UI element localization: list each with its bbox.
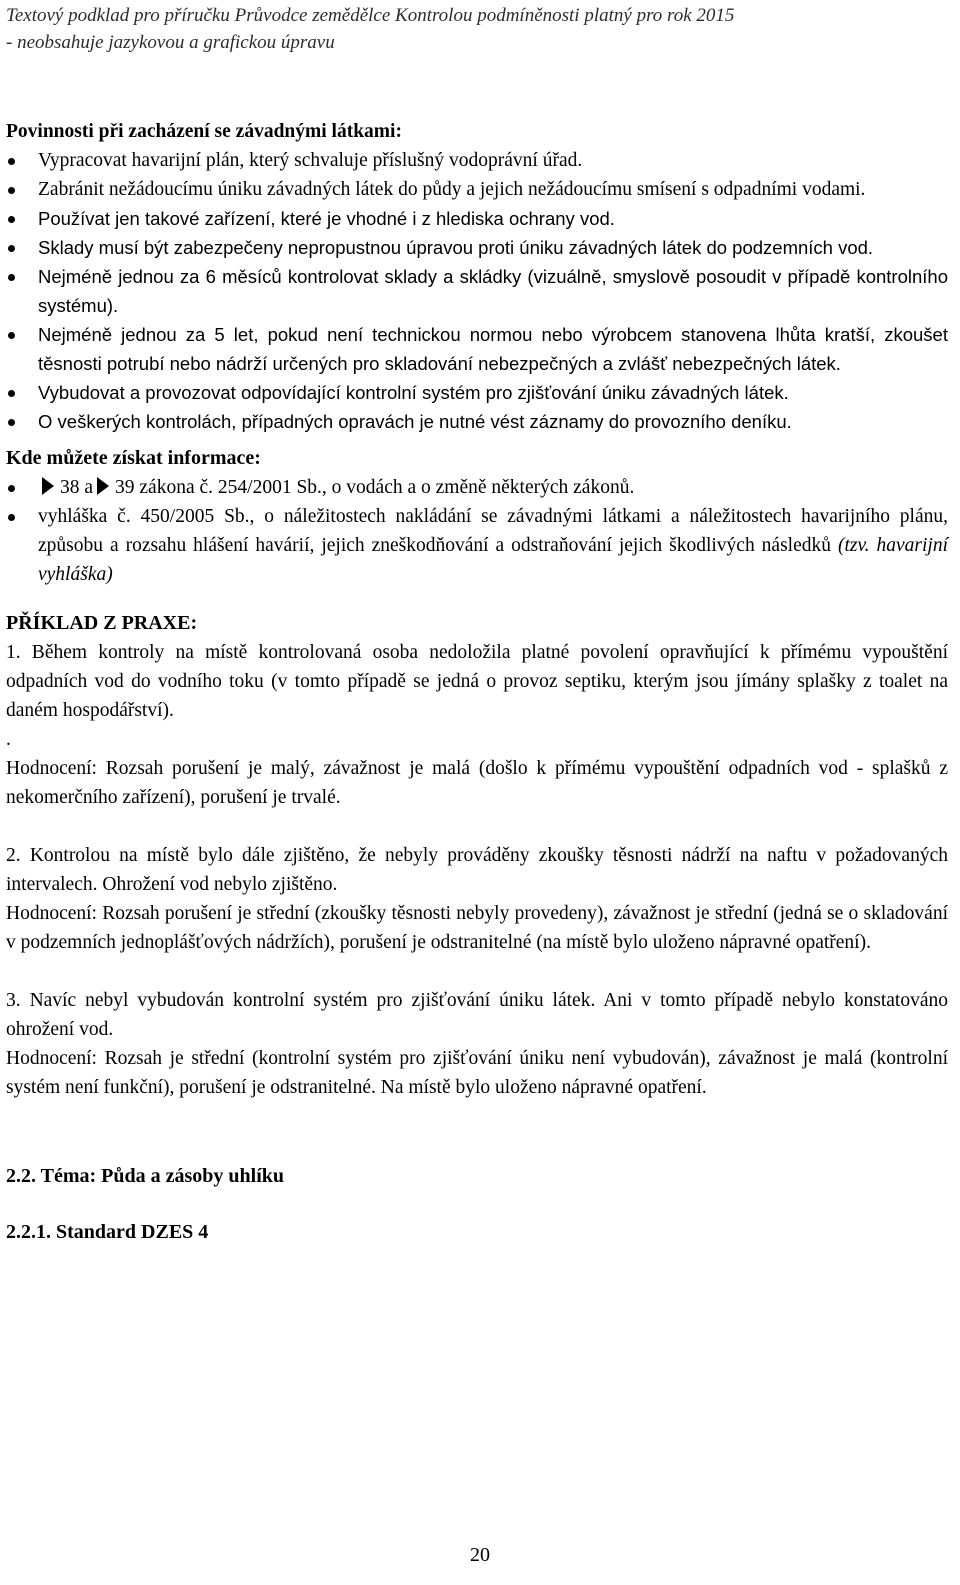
example-evaluation-2: Hodnocení: Rozsah porušení je střední (zkoušky těsnosti nebyly provedeny), závažnost je střední (jedná se o skladování v podzemních jednoplášťových nádržích), porušení je odstranitelné (na místě bylo uloženo nápravné opatření).: [6, 903, 948, 953]
list-item: Nejméně jednou za 5 let, pokud není technickou normou nebo výrobcem stanovena lhůta kratší, zkoušet těsnosti potrubí nebo nádrží určených pro skladování nebezpečných a zvlášť nebezpečných látek.: [6, 320, 948, 378]
bullet-icon: [8, 332, 15, 339]
list-item: Používat jen takové zařízení, které je vhodné i z hlediska ochrany vod.: [6, 204, 948, 233]
info-title: Kde můžete získat informace:: [6, 447, 261, 469]
section-heading-2-2-1: 2.2.1. Standard DZES 4: [6, 1221, 209, 1243]
list-item: vyhláška č. 450/2005 Sb., o náležitostech nakládání se závadnými látkami a náležitostech havarijního plánu, způsobu a rozsahu hlášení havárií, jejich zneškodňování a odstraňování jejich škodlivých následků (tzv. havarijní vyhláška): [6, 502, 948, 589]
duties-title: Povinnosti při zacházení se závadnými látkami:: [6, 121, 402, 142]
paragraph-flag-icon: [97, 477, 109, 495]
page-header: [6, 2, 946, 56]
bullet-icon: [8, 514, 15, 521]
header-line-2: - neobsahuje jazykovou a grafickou úpravu: [6, 32, 335, 53]
list-item: 38 a 39 zákona č. 254/2001 Sb., o vodách a o změně některých zákonů.: [6, 473, 948, 502]
bullet-icon: [8, 216, 15, 223]
section-heading-2-2: 2.2. Téma: Půda a zásoby uhlíku: [6, 1165, 285, 1187]
bullet-icon: [8, 419, 15, 426]
example-evaluation-1: Hodnocení: Rozsah porušení je malý, závažnost je malá (došlo k přímému vypouštění odpadních vod - splašků z nekomerčního zařízení), porušení je trvalé.: [6, 758, 948, 808]
example-paragraph-2: 2. Kontrolou na místě bylo dále zjištěno, že nebyly prováděny zkoušky těsnosti nádrží na naftu v požadovaných intervalech. Ohrožení vod nebylo zjištěno.: [6, 845, 948, 895]
list-item: Zabránit nežádoucímu úniku závadných látek do půdy a jejich nežádoucímu smísení s odpadními vodami.: [6, 175, 948, 204]
example-paragraph-1: 1. Během kontroly na místě kontrolovaná osoba nedoložila platné povolení opravňující k přímému vypouštění odpadních vod do vodního toku (v tomto případě se jedná o provoz septiku, kterým jsou jímány splašky z toalet na daném hospodářství).: [6, 642, 948, 721]
bullet-icon: [8, 485, 15, 492]
bullet-icon: [8, 187, 15, 194]
list-item: Vybudovat a provozovat odpovídající kontrolní systém pro zjišťování úniku závadných látek.: [6, 378, 948, 407]
list-item: O veškerých kontrolách, případných opravách je nutné vést záznamy do provozního deníku.: [6, 407, 948, 436]
example-paragraph-3: 3. Navíc nebyl vybudován kontrolní systém pro zjišťování úniku látek. Ani v tomto případě nebylo konstatováno ohrožení vod.: [6, 990, 948, 1040]
example-title: PŘÍKLAD Z PRAXE:: [6, 612, 198, 634]
bullet-icon: [8, 274, 15, 281]
page-number: 20: [470, 1544, 490, 1566]
header-line-1: Textový podklad pro příručku Průvodce zemědělce Kontrolou podmíněnosti platný pro rok 2015: [6, 5, 735, 26]
example-evaluation-3: Hodnocení: Rozsah je střední (kontrolní systém pro zjišťování úniku není vybudován), závažnost je malá (kontrolní systém není funkční), porušení je odstranitelné. Na místě bylo uloženo nápravné opatření.: [6, 1048, 948, 1098]
list-item: Nejméně jednou za 6 měsíců kontrolovat sklady a skládky (vizuálně, smyslově posoudit v případě kontrolního systému).: [6, 262, 948, 320]
duties-list: [6, 146, 948, 436]
bullet-icon: [8, 390, 15, 397]
list-item: Sklady musí být zabezpečeny nepropustnou úpravou proti úniku závadných látek do podzemních vod.: [6, 233, 948, 262]
paragraph-flag-icon: [42, 477, 54, 495]
bullet-icon: [8, 158, 15, 165]
bullet-icon: [8, 245, 15, 252]
example-dot: .: [6, 729, 11, 750]
info-list: [6, 473, 948, 589]
list-item: Vypracovat havarijní plán, který schvaluje příslušný vodoprávní úřad.: [6, 146, 948, 175]
document-body: [6, 117, 948, 1247]
